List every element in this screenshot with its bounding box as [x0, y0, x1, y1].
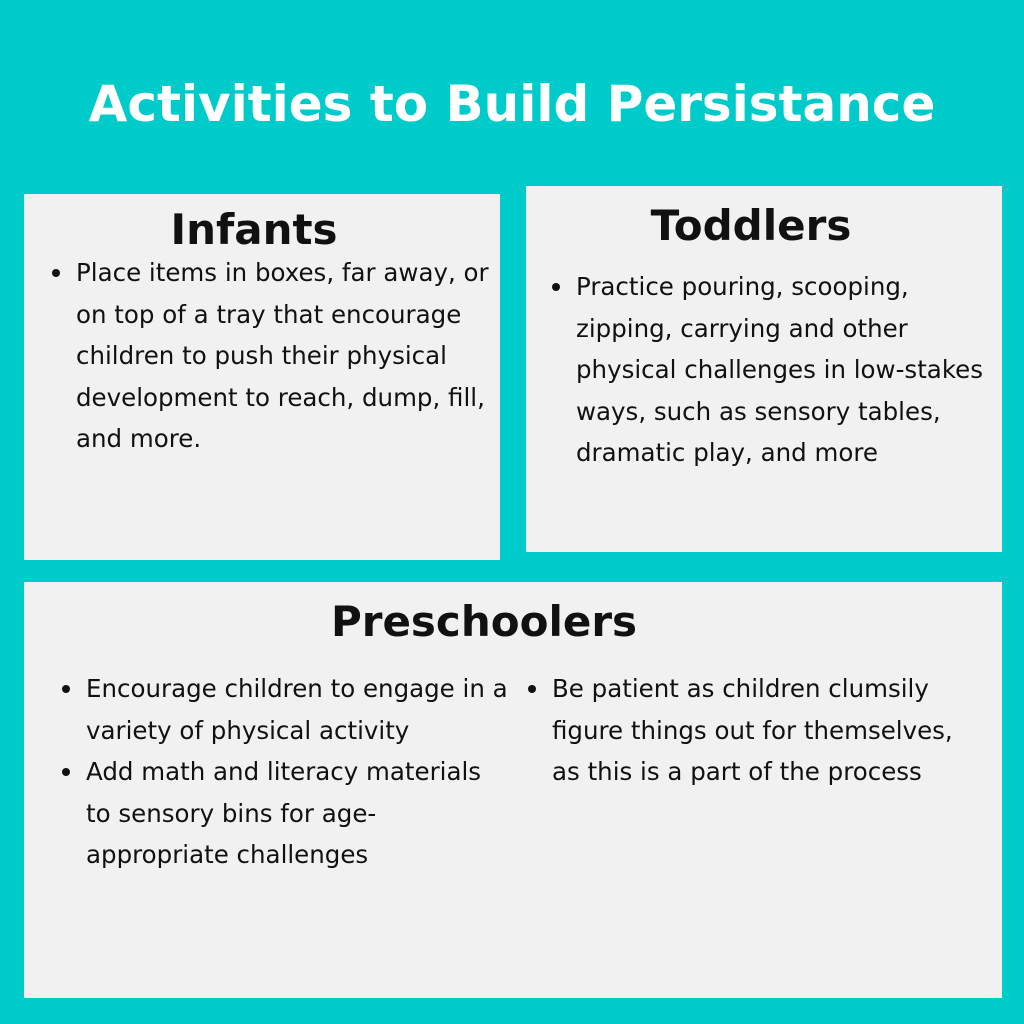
- preschoolers-card: [24, 582, 1002, 998]
- list-item: Be patient as children clumsily figure things out for themselves, as this is a part of the process: [528, 668, 988, 793]
- toddlers-list: [552, 266, 998, 474]
- toddlers-heading: Toddlers: [650, 201, 852, 250]
- infants-list: [52, 252, 492, 460]
- preschoolers-list-left: [62, 668, 512, 876]
- infants-card: [24, 194, 500, 560]
- preschoolers-list-right: [528, 668, 988, 793]
- preschoolers-heading: Preschoolers: [330, 597, 638, 646]
- page-title: Activities to Build Persistance: [88, 75, 936, 133]
- list-item: Practice pouring, scooping, zipping, carrying and other physical challenges in low-stakes ways, such as sensory tables, dramatic play, and more: [552, 266, 998, 474]
- list-item: Add math and literacy materials to sensory bins for age-appropriate challenges: [62, 751, 512, 876]
- list-item: Place items in boxes, far away, or on top of a tray that encourage children to push their physical development to reach, dump, fill, and more.: [52, 252, 492, 460]
- infants-heading: Infants: [170, 205, 338, 254]
- list-item: Encourage children to engage in a variety of physical activity: [62, 668, 512, 751]
- toddlers-card: [526, 186, 1002, 552]
